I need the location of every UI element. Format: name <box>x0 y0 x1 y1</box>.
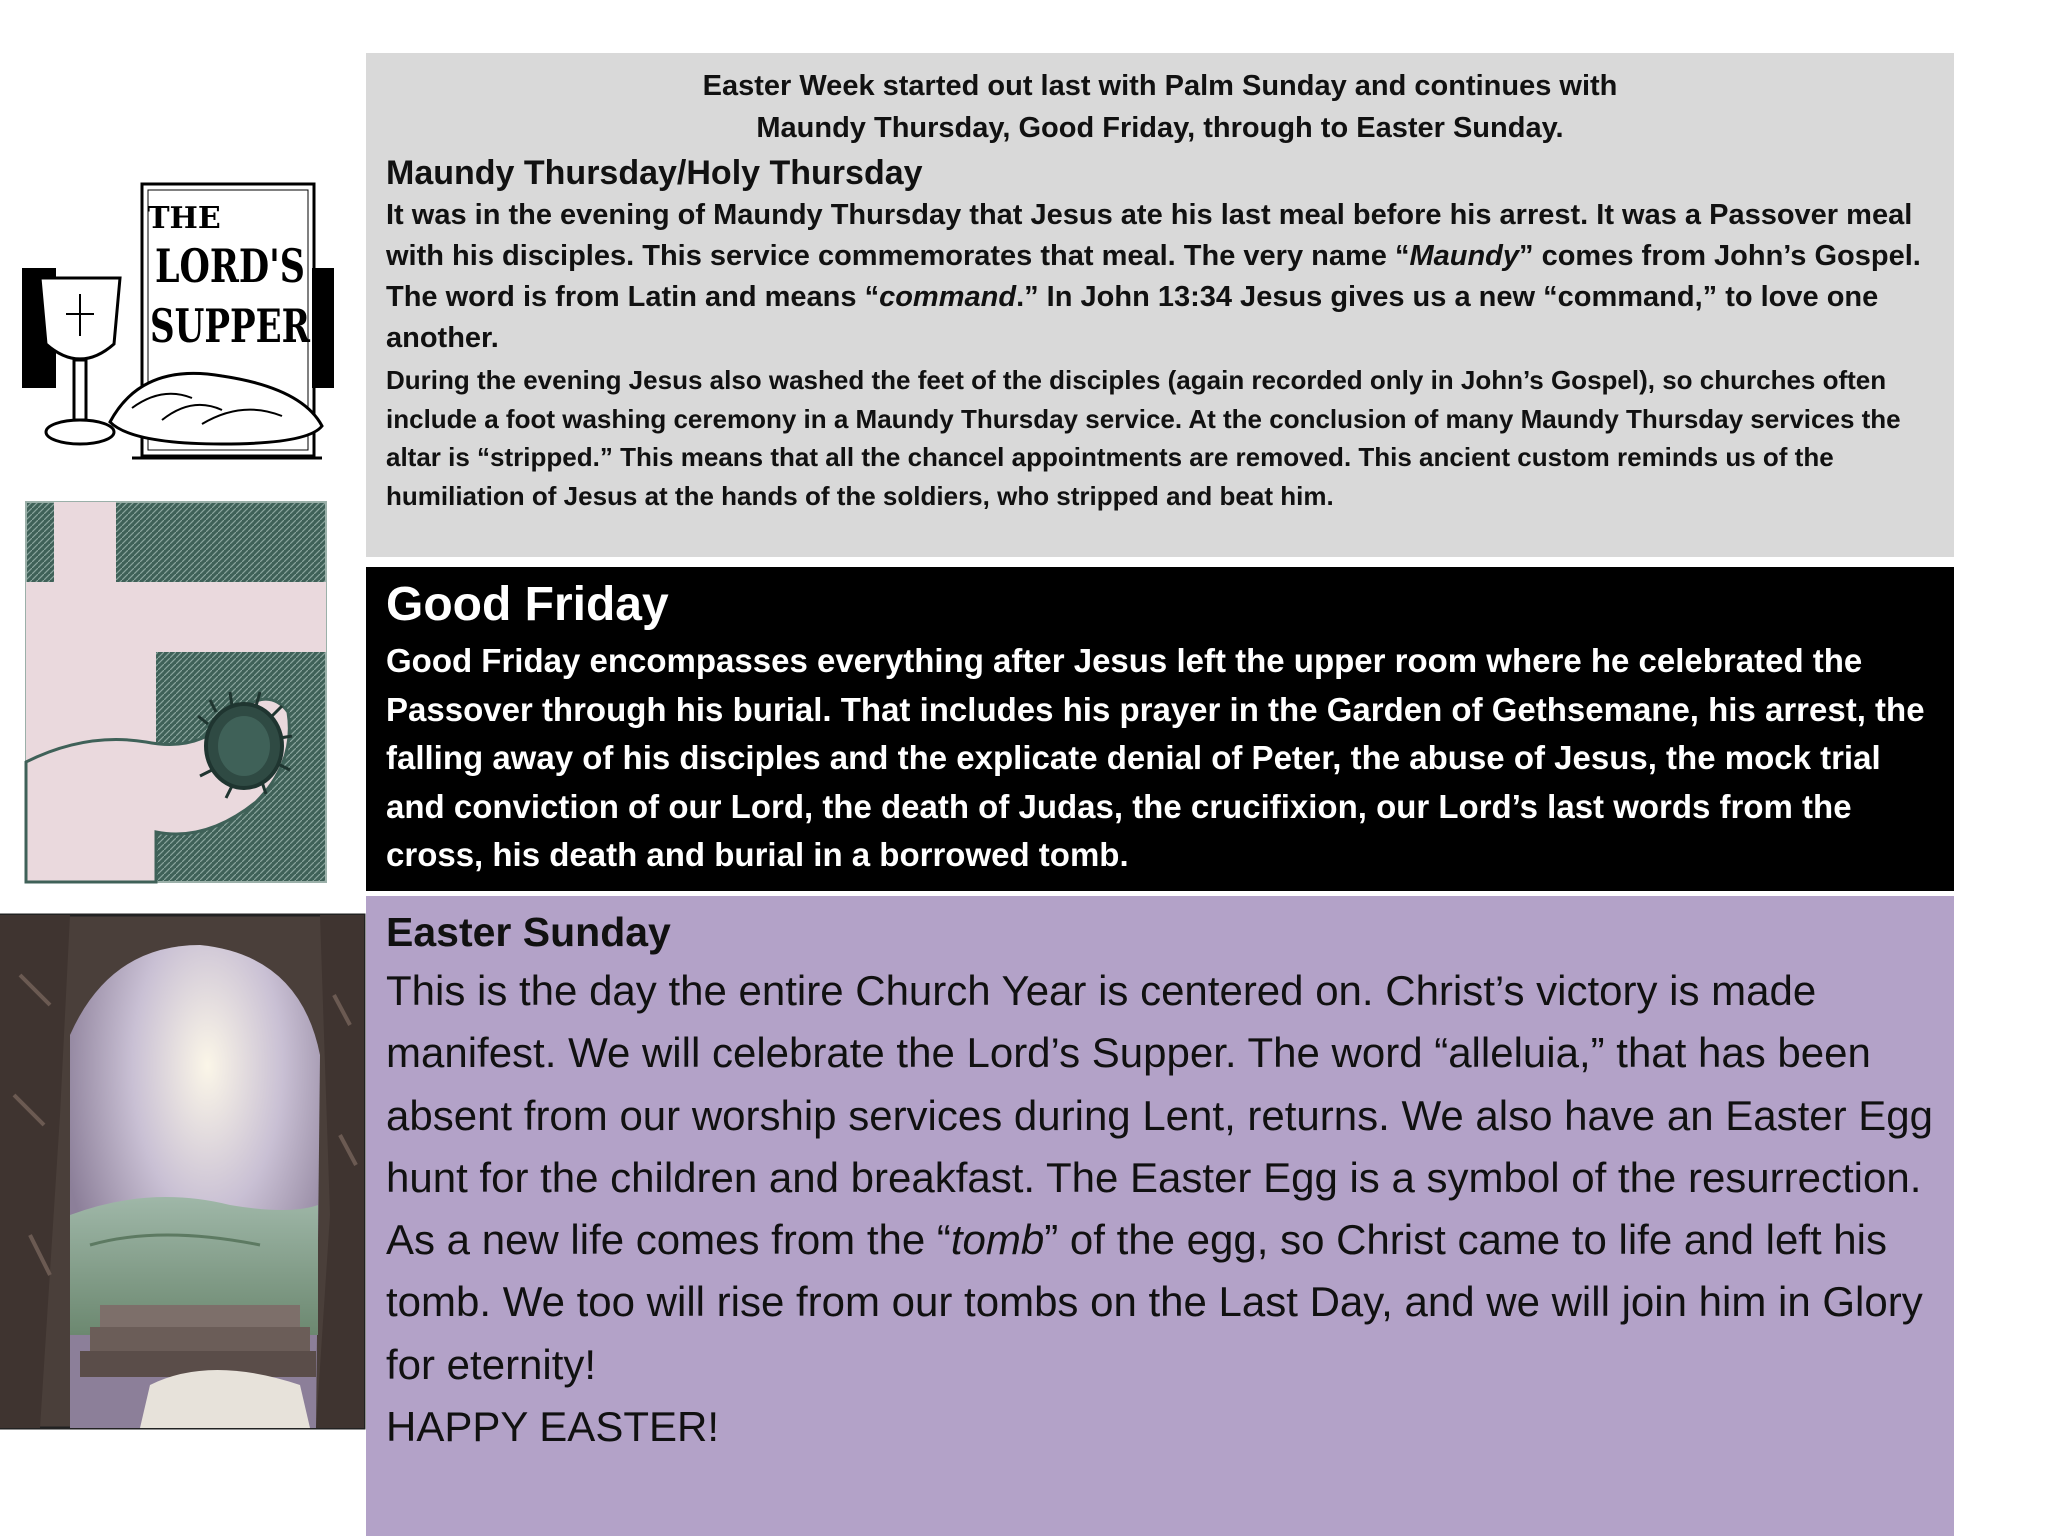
lords-supper-text-lords: LORD'S <box>155 239 305 293</box>
happy-easter-text: HAPPY EASTER! <box>386 1403 720 1451</box>
maundy-thursday-section <box>366 53 1954 557</box>
emphasis-maundy: Maundy <box>1409 240 1520 272</box>
easter-sunday-paragraph <box>386 960 1934 1458</box>
lords-supper-text-supper: SUPPER <box>150 299 311 353</box>
maundy-thursday-paragraph-2: During the evening Jesus also washed the feet of the disciples (again recorded only in John’s Gospel), so churches often include a foot washing ceremony in a Maundy Thursday service. At the conclusion of many Maundy Thursday services the altar is “stripped.” This means that all the chancel appointments are removed. This ancient custom reminds us of the humiliation of Jesus at the hands of the soldiers, who stripped and beat him. <box>386 365 1901 511</box>
text-run: .” In John 13:34 Jesus gives us a new “command,” to love one another. <box>386 281 1879 354</box>
text-run: This is the day the entire Church Year is centered on. Christ’s victory is made manifest. We will celebrate the Lord’s Supper. The word “alleluia,” that has been absent from our worship services during Lent, returns. We also have an Easter Egg hunt for the children and breakfast. The Easter Egg is a symbol of the resurrection. As a new life comes from the “ <box>386 967 1934 1264</box>
easter-sunday-section <box>366 896 1954 1536</box>
intro-line-1: Easter Week started out last with Palm Sunday and continues with <box>702 70 1618 102</box>
intro-text <box>386 65 1934 149</box>
emphasis-command: command <box>879 281 1017 313</box>
text-run: It was in the evening of Maundy Thursday that Jesus ate his last meal before his arrest. It was a Passover meal with his disciples. This service commemorates that meal. The very name “ <box>386 199 1913 272</box>
easter-sunday-heading: Easter Sunday <box>386 909 671 955</box>
text-run: ” comes from John’s Gospel. The word is from Latin and means “ <box>386 240 1921 313</box>
good-friday-section <box>366 567 1954 891</box>
lords-supper-text-the: THE <box>147 201 221 236</box>
lords-supper-illustration <box>22 176 344 466</box>
maundy-thursday-heading: Maundy Thursday/Holy Thursday <box>386 154 923 192</box>
emphasis-tomb: tomb <box>950 1216 1045 1264</box>
good-friday-heading: Good Friday <box>386 578 669 631</box>
intro-line-2: Maundy Thursday, Good Friday, through to Easter Sunday. <box>756 112 1564 144</box>
maundy-thursday-paragraph-1 <box>386 195 1934 359</box>
good-friday-paragraph: Good Friday encompasses everything after Jesus left the upper room where he celebrated the Passover through his burial. That includes his prayer in the Garden of Gethsemane, his arrest, the falling away of his disciples and the explicate denial of Peter, the abuse of Jesus, the mock trial and conviction of our Lord, the death of Judas, the crucifixion, our Lord’s last words from the cross, his death and burial in a borrowed tomb. <box>386 642 1925 873</box>
cross-illustration <box>26 502 326 882</box>
empty-tomb-illustration <box>0 915 364 1428</box>
text-run: ” of the egg, so Christ came to life and left his tomb. We too will rise from our tombs on the Last Day, and we will join him in Glory for eternity! <box>386 1216 1923 1388</box>
